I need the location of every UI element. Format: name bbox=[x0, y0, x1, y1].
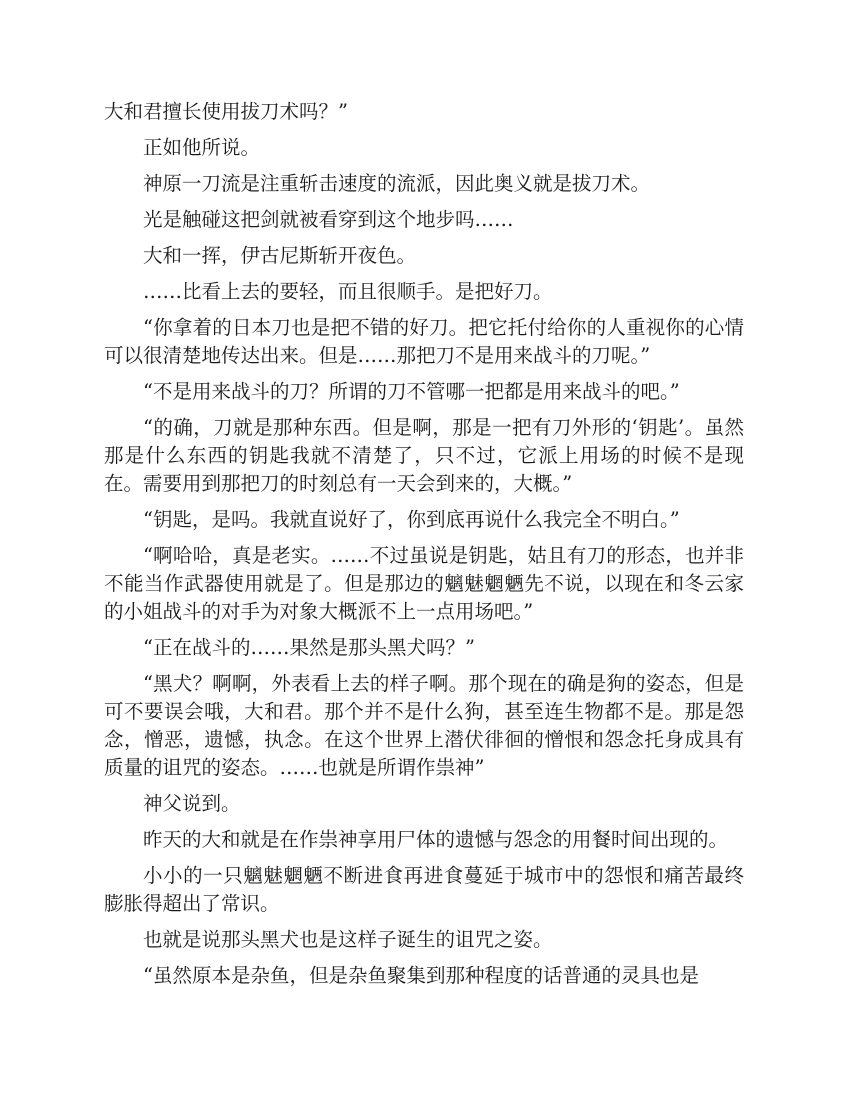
paragraph: 神父说到。 bbox=[143, 792, 241, 815]
paragraph: “黑犬？啊啊，外表看上去的样子啊。那个现在的确是狗的姿态，但是可不要误会哦，大和君。那个并不是什么狗，甚至连生物都不是。那是怨念，憎恶，遗憾，执念。在这个世界上潜伏徘徊的憎恨和怨念托身成具有质量的诅咒的姿态。……也就是所谓作祟神” bbox=[104, 672, 744, 779]
document-body bbox=[104, 98, 744, 998]
paragraph: “虽然原本是杂鱼，但是杂鱼聚集到那种程度的话普通的灵具也是 bbox=[143, 964, 699, 987]
paragraph: 光是触碰这把剑就被看穿到这个地步吗…… bbox=[143, 208, 514, 231]
paragraph: 大和君擅长使用拔刀术吗？” bbox=[104, 100, 348, 123]
paragraph: 神原一刀流是注重斩击速度的流派，因此奥义就是拔刀术。 bbox=[143, 172, 651, 195]
paragraph: “钥匙，是吗。我就直说好了，你到底再说什么我完全不明白。” bbox=[143, 508, 680, 531]
paragraph: “不是用来战斗的刀？所谓的刀不管哪一把都是用来战斗的吧。” bbox=[143, 380, 680, 403]
paragraph: 小小的一只魑魅魍魉不断进食再进食蔓延于城市中的怨恨和痛苦最终膨胀得超出了常识。 bbox=[104, 864, 744, 915]
paragraph: ……比看上去的要轻，而且很顺手。是把好刀。 bbox=[143, 280, 553, 303]
paragraph: 也就是说那头黑犬也是这样子诞生的诅咒之姿。 bbox=[143, 928, 553, 951]
paragraph: “的确，刀就是那种东西。但是啊，那是一把有刀外形的‘钥匙’。虽然那是什么东西的钥匙我就不清楚了，只不过，它派上用场的时候不是现在。需要用到那把刀的时刻总有一天会到来的，大概。” bbox=[104, 416, 744, 495]
paragraph: “你拿着的日本刀也是把不错的好刀。把它托付给你的人重视你的心情可以很清楚地传达出来。但是……那把刀不是用来战斗的刀呢。” bbox=[104, 316, 744, 367]
paragraph: “正在战斗的……果然是那头黑犬吗？” bbox=[143, 636, 475, 659]
paragraph: “啊哈哈，真是老实。……不过虽说是钥匙，姑且有刀的形态，也并非不能当作武器使用就是了。但是那边的魑魅魍魉先不说，以现在和冬云家的小姐战斗的对手为对象大概派不上一点用场吧。” bbox=[104, 544, 744, 623]
paragraph: 大和一挥，伊古尼斯斩开夜色。 bbox=[143, 244, 417, 267]
paragraph: 正如他所说。 bbox=[143, 136, 261, 159]
paragraph: 昨天的大和就是在作祟神享用尸体的遗憾与怨念的用餐时间出现的。 bbox=[143, 828, 729, 851]
